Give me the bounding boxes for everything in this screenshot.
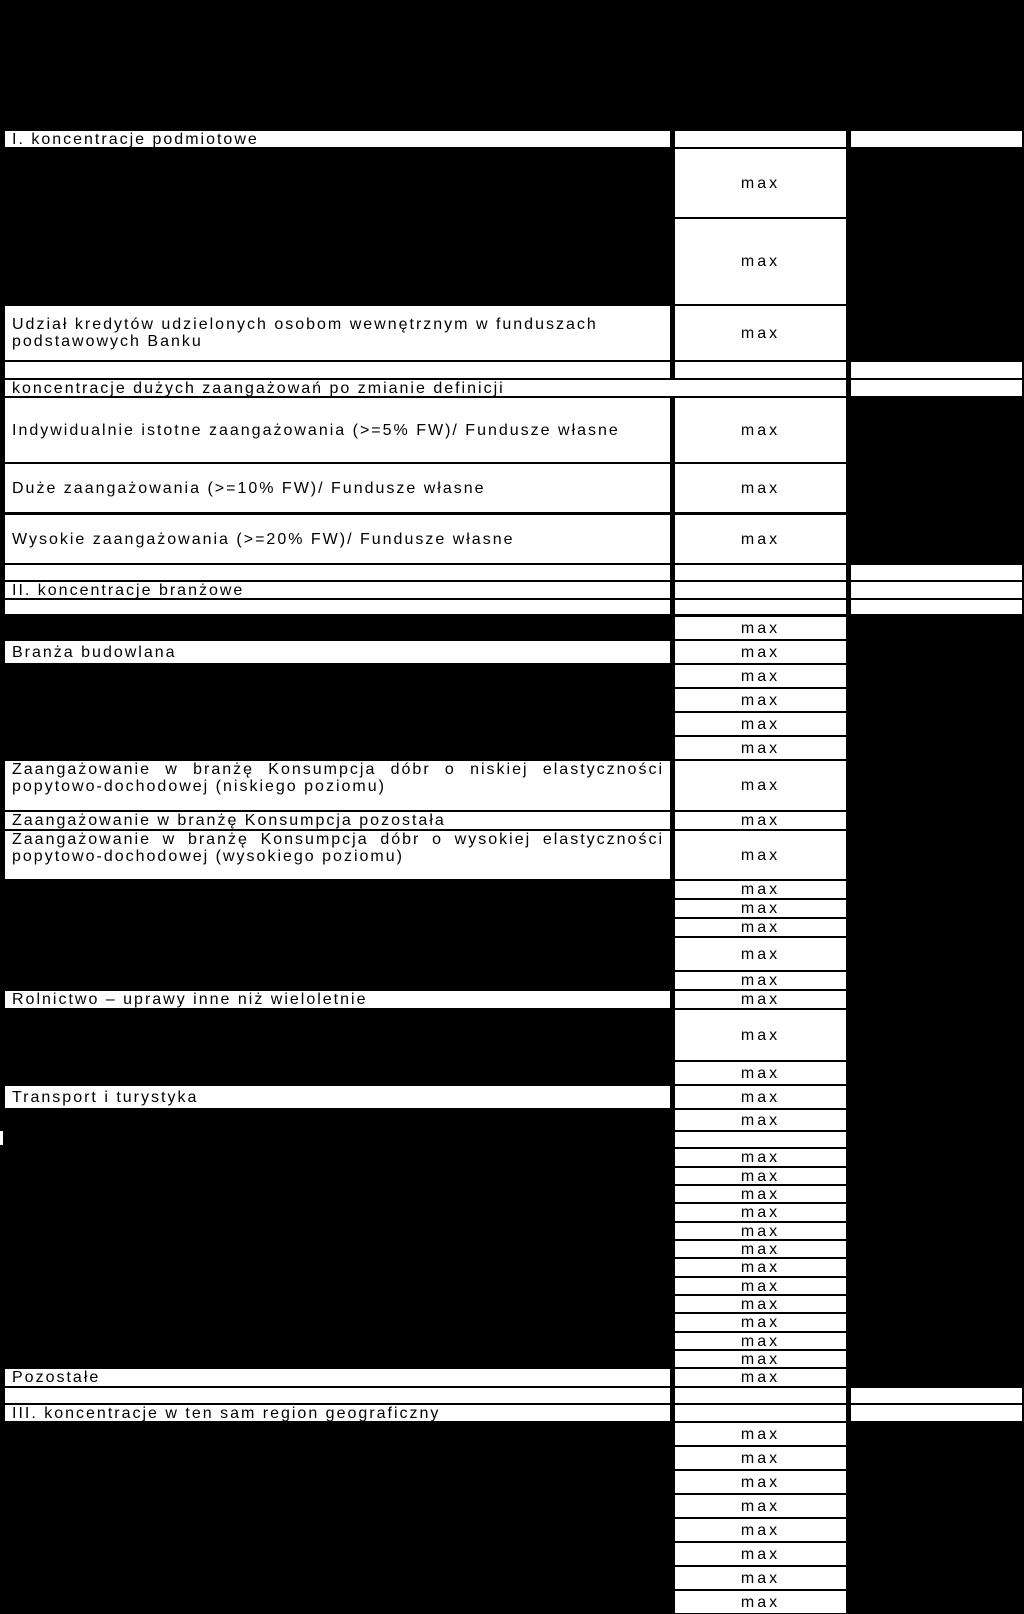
row-label-text: Indywidualnie istotne zaangażowania (>=5% FW)/ Fundusze własne	[12, 421, 620, 439]
limit-max-cell: max	[675, 919, 846, 936]
section-header-entity	[5, 131, 670, 147]
row-label-text: Zaangażowanie w branżę Konsumpcja dóbr o niskiej elastyczności popytowo-dochodowej (niskiego poziomu)	[12, 761, 664, 795]
limit-max-cell: max	[675, 1259, 846, 1276]
limit-max-cell: max	[675, 1567, 846, 1589]
empty-cell	[675, 1132, 846, 1147]
limit-max-cell: max	[675, 515, 846, 563]
row-label-text: Wysokie zaangażowania (>=20% FW)/ Fundusze własne	[12, 530, 515, 548]
limit-max-cell: max	[675, 1186, 846, 1202]
empty-cell	[675, 600, 846, 614]
limit-max-cell: max	[675, 1241, 846, 1257]
limit-max-cell: max	[675, 1495, 846, 1517]
row-label-transport	[5, 1086, 670, 1108]
limit-max-cell: max	[675, 464, 846, 512]
empty-cell	[851, 380, 1022, 396]
limit-max-cell: max	[675, 1086, 846, 1108]
limit-max-cell: max	[675, 972, 846, 989]
limit-max-cell: max	[675, 1010, 846, 1060]
limit-max-cell: max	[675, 881, 846, 898]
section-header-region-text: III. koncentracje w ten sam region geograficzny	[12, 1405, 441, 1421]
limit-max-cell: max	[675, 831, 846, 879]
row-label-other	[5, 1369, 670, 1386]
limit-max-cell: max	[675, 1423, 846, 1445]
limit-max-cell: max	[675, 900, 846, 917]
empty-cell	[851, 600, 1022, 614]
row-label-text: Pozostałe	[12, 1369, 101, 1386]
empty-cell	[5, 565, 670, 580]
empty-cell	[5, 1388, 670, 1403]
empty-cell	[5, 362, 670, 378]
section-header-industry-text: II. koncentracje branżowe	[12, 582, 245, 598]
empty-cell	[675, 131, 846, 147]
limit-max-cell: max	[675, 1278, 846, 1294]
empty-cell	[675, 565, 846, 580]
limit-max-cell: max	[675, 1543, 846, 1565]
limit-max-cell: max	[675, 1447, 846, 1469]
limit-max-cell: max	[675, 665, 846, 687]
row-label-individually-significant	[5, 398, 670, 462]
empty-cell	[675, 1388, 846, 1403]
empty-cell	[675, 582, 846, 598]
limit-max-cell: max	[675, 689, 846, 711]
row-label-text: Duże zaangażowania (>=10% FW)/ Fundusze własne	[12, 479, 486, 497]
row-label-text: Udział kredytów udzielonych osobom wewnętrznym w funduszach podstawowych Banku	[12, 316, 598, 350]
limit-max-cell: max	[675, 1204, 846, 1221]
empty-cell	[851, 582, 1022, 598]
row-label-consumption-other	[5, 812, 670, 829]
section-header-entity-text: I. koncentracje podmiotowe	[12, 131, 259, 147]
limit-max-cell: max	[675, 991, 846, 1008]
empty-cell	[5, 600, 670, 614]
row-label-insider-loans	[5, 306, 670, 360]
empty-cell	[851, 565, 1022, 580]
limit-max-cell: max	[675, 149, 846, 217]
limit-max-cell: max	[675, 617, 846, 639]
cell-border-fragment	[0, 1131, 3, 1145]
limit-max-cell: max	[675, 1314, 846, 1331]
limit-max-cell: max	[675, 713, 846, 735]
limit-max-cell: max	[675, 1333, 846, 1349]
section-header-large-exposures	[5, 380, 846, 396]
empty-cell	[675, 362, 846, 378]
row-label-high-exposures	[5, 515, 670, 563]
limit-max-cell: max	[675, 1351, 846, 1367]
empty-cell	[675, 1405, 846, 1421]
limit-max-cell: max	[675, 812, 846, 829]
limit-max-cell: max	[675, 1471, 846, 1493]
limit-max-cell: max	[675, 1591, 846, 1613]
limit-max-cell: max	[675, 1223, 846, 1239]
row-label-text: Zaangażowanie w branżę Konsumpcja dóbr o wysokiej elastyczności popytowo-dochodowej (wysokiego poziomu)	[12, 831, 664, 865]
section-header-industry	[5, 582, 670, 598]
empty-cell	[851, 362, 1022, 378]
row-label-consumption-high	[5, 831, 670, 879]
empty-cell	[851, 1388, 1022, 1403]
row-label-construction	[5, 641, 670, 663]
limit-max-cell: max	[675, 1110, 846, 1130]
row-label-text: Zaangażowanie w branżę Konsumpcja pozostała	[12, 812, 446, 829]
row-label-text: Branża budowlana	[12, 643, 177, 661]
row-label-agriculture	[5, 991, 670, 1008]
limit-max-cell: max	[675, 1168, 846, 1184]
row-label-large-exposures	[5, 464, 670, 512]
section-header-region	[5, 1405, 670, 1421]
limit-max-cell: max	[675, 219, 846, 304]
limit-max-cell: max	[675, 641, 846, 663]
limit-max-cell: max	[675, 737, 846, 759]
section-header-large-exposures-text: koncentracje dużych zaangażowań po zmianie definicji	[12, 380, 505, 396]
empty-cell	[851, 131, 1022, 147]
row-label-text: Transport i turystyka	[12, 1088, 199, 1106]
limit-max-cell: max	[675, 761, 846, 810]
limit-max-cell: max	[675, 938, 846, 970]
limit-max-cell: max	[675, 306, 846, 360]
limit-max-cell: max	[675, 398, 846, 462]
row-label-text: Rolnictwo – uprawy inne niż wieloletnie	[12, 991, 368, 1008]
empty-cell	[851, 1405, 1022, 1421]
limit-max-cell: max	[675, 1296, 846, 1312]
limit-max-cell: max	[675, 1149, 846, 1166]
row-label-consumption-low	[5, 761, 670, 810]
limit-max-cell: max	[675, 1369, 846, 1386]
limit-max-cell: max	[675, 1062, 846, 1084]
limit-max-cell: max	[675, 1519, 846, 1541]
